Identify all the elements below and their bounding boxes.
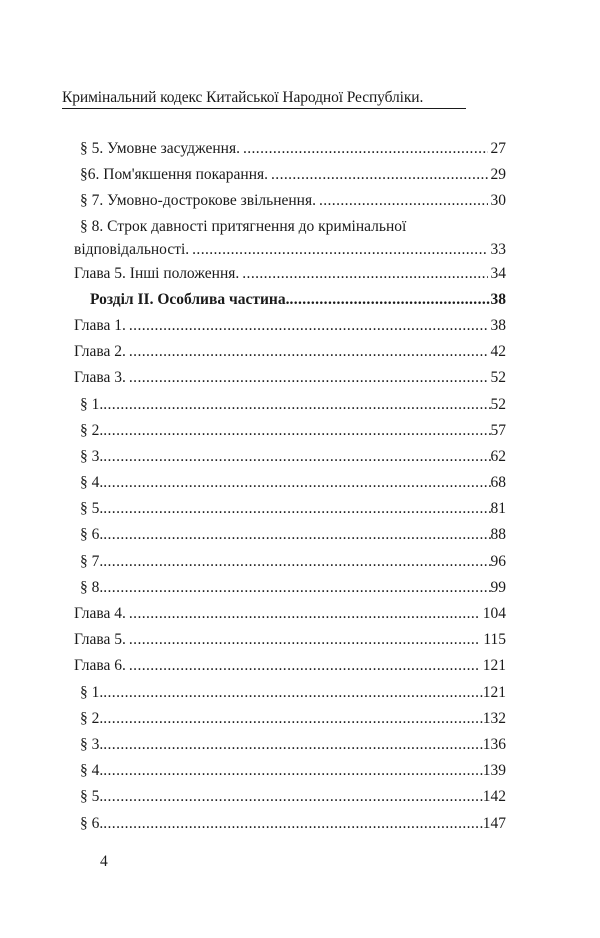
toc-entry-page: 81 [490, 500, 506, 518]
toc-entry-page: 142 [482, 788, 506, 806]
toc-entry-title: § 2. [80, 421, 104, 439]
dot-leader [192, 238, 487, 261]
toc-entry-page: 139 [482, 762, 506, 780]
toc-entry-title: Розділ II. Особлива частина. [90, 290, 290, 308]
toc-entry-page: 147 [482, 814, 506, 832]
toc-entry-page: 132 [482, 709, 506, 727]
dot-leader [243, 136, 488, 162]
toc-entry-title: Глава 4. [74, 605, 126, 622]
dot-leader [103, 392, 490, 418]
dot-leader [129, 627, 480, 653]
toc-entry-page: 52 [490, 395, 506, 413]
toc-entry-page: 136 [482, 735, 506, 753]
toc-entry [74, 811, 506, 837]
dot-leader [289, 287, 490, 313]
dot-leader [103, 758, 483, 784]
header-rule [62, 108, 466, 109]
toc-entry-title: Глава 6. [74, 657, 126, 675]
toc-entry-page: 121 [482, 683, 506, 701]
running-header: Кримінальний кодекс Китайської Народної Республіки. [62, 89, 424, 106]
dot-leader [103, 811, 483, 837]
toc-entry-title: § 3. [80, 735, 104, 753]
toc-entry-page: 57 [490, 421, 506, 439]
toc-entry-title: § 4. [80, 762, 104, 780]
dot-leader [129, 313, 488, 339]
toc-entry-title: § 4. [80, 474, 104, 492]
toc-entry [74, 784, 506, 810]
toc-entry-title: Глава 5. Інші положення. [74, 264, 240, 282]
page-number: 4 [100, 853, 108, 870]
toc-entry [74, 575, 506, 601]
dot-leader [103, 784, 483, 810]
toc-entry-page: 121 [482, 657, 506, 675]
toc-entry [74, 313, 506, 339]
toc-entry-page: 104 [482, 605, 506, 622]
toc-entry-title: § 6. [80, 814, 104, 832]
toc-entry-title: § 5. Умовне засудження. [80, 140, 240, 157]
toc-entry-title: § 7. Умовно-дострокове звільнення. [80, 192, 316, 210]
toc-entry-title: Глава 1. [74, 316, 126, 334]
toc-entry-title: § 1. [80, 395, 104, 413]
toc-section-heading [74, 287, 506, 313]
toc-entry-page: 38 [490, 290, 506, 308]
toc-entry [74, 215, 506, 261]
toc-entry [74, 653, 506, 679]
toc-entry-page: 88 [490, 526, 506, 544]
toc-entry-title: § 1. [80, 683, 104, 701]
dot-leader [103, 575, 490, 601]
toc-entry [74, 601, 506, 627]
toc-entry [74, 418, 506, 444]
dot-leader [129, 601, 480, 627]
dot-leader [103, 549, 490, 575]
toc-entry-page: 96 [490, 552, 506, 570]
toc-entry [74, 732, 506, 758]
toc-entry [74, 365, 506, 391]
toc-entry-page: 34 [490, 264, 506, 282]
toc-entry-title: § 3. [80, 447, 104, 465]
toc-entry [74, 496, 506, 522]
dot-leader [103, 470, 490, 496]
toc-entry-page: 29 [490, 166, 506, 184]
toc-entry-page: 30 [490, 192, 506, 210]
dot-leader [103, 522, 490, 548]
toc-entry-title: Глава 3. [74, 369, 126, 387]
toc-entry [74, 522, 506, 548]
dot-leader [103, 732, 483, 758]
table-of-contents [74, 136, 506, 837]
dot-leader [319, 188, 488, 214]
dot-leader [103, 680, 483, 706]
dot-leader [129, 653, 480, 679]
toc-entry-title: § 2. [80, 709, 104, 727]
dot-leader [103, 418, 490, 444]
toc-entry [74, 470, 506, 496]
toc-entry-title: § 7. [80, 552, 104, 570]
toc-entry-title: § 5. [80, 788, 104, 806]
toc-entry [74, 549, 506, 575]
toc-entry-page: 62 [490, 447, 506, 465]
dot-leader [129, 339, 488, 365]
toc-entry [74, 758, 506, 784]
toc-entry-page: 115 [483, 631, 506, 649]
toc-entry-page: 99 [490, 578, 506, 596]
toc-entry-title-line1: § 8. Строк давності притягнення до кримінальної [80, 217, 407, 235]
dot-leader [129, 365, 488, 391]
toc-entry-title: § 8. [80, 578, 104, 596]
toc-entry [74, 680, 506, 706]
toc-entry-title: § 6. [80, 526, 104, 544]
toc-entry [74, 339, 506, 365]
toc-entry-page: 42 [490, 343, 506, 361]
toc-entry [74, 261, 506, 287]
dot-leader [103, 706, 483, 732]
toc-entry [74, 627, 506, 653]
toc-entry-page: 68 [490, 474, 506, 492]
toc-entry-page: 38 [490, 316, 506, 334]
toc-entry [74, 188, 506, 214]
toc-entry [74, 136, 506, 162]
toc-entry-title: §6. Пом'якшення покарання. [80, 166, 269, 184]
toc-entry-page: 27 [490, 140, 506, 157]
dot-leader [103, 444, 490, 470]
toc-entry-title: Глава 2. [74, 343, 126, 361]
toc-entry-title: відповідальності. [74, 240, 190, 258]
toc-entry [74, 162, 506, 188]
toc-entry-page: 52 [490, 369, 506, 387]
toc-entry [74, 706, 506, 732]
toc-entry-title: § 5. [80, 500, 104, 518]
toc-entry [74, 444, 506, 470]
toc-entry [74, 392, 506, 418]
dot-leader [103, 496, 490, 522]
dot-leader [271, 162, 487, 188]
toc-entry-title: Глава 5. [74, 631, 126, 649]
dot-leader [242, 261, 487, 287]
toc-entry-page: 33 [490, 240, 506, 258]
